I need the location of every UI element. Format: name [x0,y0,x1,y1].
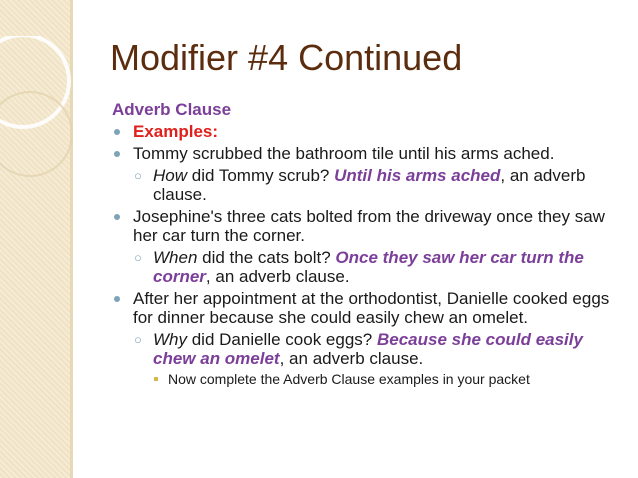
example-3-question-word: Why [153,330,187,349]
packet-note-text: Now complete the Adverb Clause examples in your packet [168,371,530,387]
example-3-analysis [112,330,612,368]
example-3-text: After her appointment at the orthodontist, Danielle cooked eggs for dinner because she could easily chew an omelet. [133,289,610,327]
bullet-square-icon [154,377,158,381]
example-3-question: did Danielle cook eggs? [187,330,377,349]
example-2-question-word: When [153,248,198,267]
example-1-sentence [112,144,612,163]
example-1-question-word: How [153,166,188,185]
example-1-clause: Until his arms ached [334,166,501,185]
example-2-analysis [112,248,612,286]
slide-content [112,122,612,388]
bullet-circle-icon [114,296,120,302]
example-2-sentence [112,207,612,245]
example-2-question: did the cats bolt? [197,248,336,267]
examples-label: Examples: [133,122,219,141]
example-2-suffix: , an adverb clause. [205,267,350,286]
bullet-ring-icon: ○ [134,332,142,347]
example-2-text: Josephine's three cats bolted from the driveway once they saw her car turn the corner. [133,207,605,245]
bullet-circle-icon [114,129,120,135]
slide-title: Modifier #4 Continued [110,37,463,78]
bullet-ring-icon: ○ [134,250,142,265]
example-1-suffix: , an adverb clause. [153,166,586,204]
bullet-circle-icon [114,151,120,157]
examples-heading-item [112,122,612,141]
decorative-left-band [0,0,70,478]
bullet-circle-icon [114,214,120,220]
example-1-analysis [112,166,612,204]
example-2-clause: Once they saw her car turn the corner [153,248,584,286]
example-3-clause: Because she could easily chew an omelet [153,330,583,368]
band-edge-line [70,0,73,478]
packet-note [112,371,612,388]
example-1-text: Tommy scrubbed the bathroom tile until his arms ached. [133,144,555,163]
example-3-suffix: , an adverb clause. [279,349,424,368]
slide-subtitle: Adverb Clause [112,100,232,119]
example-1-question: did Tommy scrub? [187,166,335,185]
bullet-ring-icon: ○ [134,168,142,183]
example-3-sentence [112,289,612,327]
